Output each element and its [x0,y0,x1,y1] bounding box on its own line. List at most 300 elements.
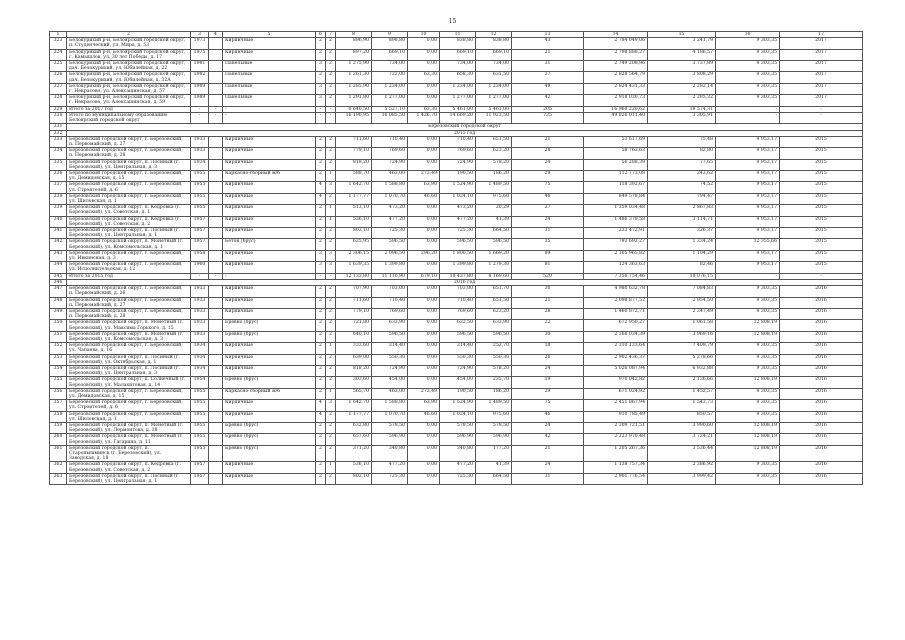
table-cell: Кирпичные [223,354,316,365]
table-cell: 1 275,90 [336,61,372,72]
table-cell: 12 808,19 [716,434,780,445]
table-cell: 1957 [191,228,209,239]
table-cell: 1 291,80 [336,95,372,106]
address-cell: Березовский городской округ, п. Монетный (г. Березовский), ул. Комсомольская, д. 1 [67,239,191,250]
table-cell: 0,00 [408,343,440,354]
table-cell: 177,20 [476,445,512,462]
table-cell: 1957 [191,216,209,227]
table-cell: 1 486 379,58 [584,216,648,227]
table-cell: - [316,273,326,279]
table-cell: 1934 [191,354,209,365]
address-cell: Березовский городской округ, г. Березовский, п. Первомайский, д. 28 [67,308,191,319]
table-cell: 596,90 [372,434,408,445]
table-cell: - [716,273,780,279]
column-number: 12 [476,32,512,38]
column-number: 1 [50,32,67,38]
table-row [50,388,863,399]
table-cell: 596,90 [440,434,476,445]
table-row [50,216,863,227]
table-cell: 63,90 [408,400,440,411]
table-cell: 707,90 [336,286,372,297]
table-cell: 596,50 [476,331,512,342]
table-cell: Кирпичные [223,159,316,170]
table-cell: 2 [326,473,336,484]
table-cell [209,216,223,227]
row-number: 358 [50,411,67,422]
table-cell: 2016 [780,411,863,422]
table-cell: 2 [316,49,326,60]
table-cell: 2 [326,239,336,250]
table-cell: 596,50 [476,239,512,250]
table-cell: 1 277,00 [372,95,408,106]
table-cell: 333,60 [336,343,372,354]
row-number: 344 [50,262,67,273]
table-cell: 5 026 087,94 [584,365,648,376]
table-cell [209,320,223,331]
table-cell: 2016 [780,365,863,376]
table-cell: 1973 [191,38,209,49]
table-cell: 2 [326,72,336,83]
table-cell: 46,60 [408,193,440,204]
table-cell: 2016 [780,343,863,354]
table-cell: 596,50 [440,331,476,342]
table-cell: 596,50 [372,239,408,250]
table-cell: 9 303,35 [716,388,780,399]
table-cell: 2015 [780,205,863,216]
table-cell: 849 578,84 [584,193,648,204]
table-cell: 703,00 [372,286,408,297]
address-cell: Березовский городской округ, п. Старопышминск (г. Березовский), ул. Заводская, д. 18 [67,445,191,462]
table-cell: 1 426,70 [408,112,440,123]
table-cell: Кирпичные [223,228,316,239]
row-number: 361 [50,445,67,462]
table-cell: 623,20 [476,148,512,159]
table-cell: 1 452,57 [648,388,716,399]
table-cell: 0,00 [408,228,440,239]
table-cell: 2016 [780,331,863,342]
table-cell: 975,60 [476,411,512,422]
table-cell: 4 [316,411,326,422]
table-cell: 1 261,30 [336,72,372,83]
table-cell: 711,60 [336,297,372,308]
table-cell: 7 084,83 [648,286,716,297]
table-row [50,38,863,49]
table-cell: 1 588,80 [372,182,408,193]
row-number: 354 [50,365,67,376]
table-cell: 1933 [191,320,209,331]
table-cell: 632,80 [336,423,372,434]
row-number: 341 [50,228,67,239]
address-cell: Березовский городской округ, п. Монетный (г. Березовский), ул. Комсомольская, д. 3 [67,331,191,342]
table-cell: 20,29 [476,205,512,216]
table-cell: 536,10 [336,216,372,227]
address-cell: Березовский городской округ, п. Кедровка (г. Березовский), ул. Советская, д. 1 [67,205,191,216]
table-cell: 314,40 [372,343,408,354]
table-cell: 2 [326,228,336,239]
table-cell: 31 [512,228,584,239]
table-cell: 1 524,90 [440,400,476,411]
table-cell: Бревно (брус) [223,331,316,342]
table-cell: 2017 [780,72,863,83]
table-cell: 710,40 [372,136,408,147]
table-cell: 2015 [780,148,863,159]
table-cell: 1957 [191,239,209,250]
table-cell: 1955 [191,193,209,204]
row-number: 323 [50,38,67,49]
table-cell: 734,00 [476,61,512,72]
table-row [50,297,863,308]
table-cell: 14 669,20 [440,112,476,123]
table-cell: 0,00 [408,365,440,376]
table-cell: 9 953,17 [716,205,780,216]
table-cell: 1 104,29 [648,250,716,261]
table-cell: 2016 [780,308,863,319]
table-cell: 273,49 [408,388,440,399]
address-cell: Березовский городской округ, п. Монетный (г. Березовский), ул. Гагарина, д. 11 [67,434,191,445]
table-cell: Бревно (брус) [223,445,316,462]
section-heading: 2016 год [67,279,863,285]
table-cell: Каркасно-сборный м/б [223,388,316,399]
table-cell: 46,60 [408,411,440,422]
table-cell: 9 953,17 [716,216,780,227]
column-number: 5 [223,32,316,38]
table-cell: 29 [512,388,584,399]
table-cell: 623,20 [476,308,512,319]
table-cell: 722,00 [372,72,408,83]
table-cell [209,239,223,250]
table-cell: 0,00 [408,83,440,94]
table-cell: 802,10 [336,228,372,239]
table-row [50,49,863,60]
table-cell: 21 [512,136,584,147]
table-cell: 1 489,50 [476,182,512,193]
table-row [50,354,863,365]
row-number: 357 [50,400,67,411]
table-cell: 734,00 [440,61,476,72]
table-cell: 2017 [780,38,863,49]
table-cell: 296,20 [408,250,440,261]
table-cell: 0,00 [408,354,440,365]
table-cell: 49 [512,83,584,94]
table-cell: 31 [512,61,584,72]
table-cell: 2 [326,331,336,342]
table-cell: 725,30 [372,473,408,484]
table-cell: Кирпичные [223,411,316,422]
table-cell: 1933 [191,148,209,159]
column-number: 16 [716,32,780,38]
table-cell: 1982 [191,72,209,83]
table-row [50,308,863,319]
table-cell: - [223,106,316,112]
table-cell: 2 824 431,33 [584,83,648,94]
table-cell: 3 [326,250,336,261]
column-number: 8 [336,32,372,38]
table-cell: 16 960 220,62 [584,106,648,112]
row-number: 355 [50,377,67,388]
table-cell: 1 399,80 [372,262,408,273]
table-cell: 2015 [780,250,863,261]
table-cell: 2 749 208,96 [584,61,648,72]
table-cell: 1933 [191,136,209,147]
table-cell: 2 [316,297,326,308]
table-cell: 639,00 [336,354,372,365]
table-cell: 651,50 [476,297,512,308]
table-cell: 2 [326,136,336,147]
table-row [50,250,863,261]
table-cell: 46 [512,193,584,204]
table-cell: 896,90 [336,38,372,49]
table-cell: 1 [326,343,336,354]
table-cell: 4 [316,182,326,193]
table-cell: 2 [316,239,326,250]
table-cell: 2 902 436,37 [584,354,648,365]
table-cell: 658,30 [440,72,476,83]
table-cell: 22 [512,320,584,331]
address-cell: Итого за 2015 год [67,273,191,279]
address-cell: Березовский городской округ, п. Солнечный (г. Березовский), ул. Малахитовая, д. 14 [67,377,191,388]
table-cell: 2 828 564,79 [584,72,648,83]
table-row [50,193,863,204]
table-cell: 1989 [191,95,209,106]
table-cell: Панельные [223,72,316,83]
row-number: 334 [50,148,67,159]
table-cell: 1 277,00 [476,95,512,106]
row-number: 352 [50,343,67,354]
table-cell: 186,20 [476,388,512,399]
table-cell: Кирпичные [223,286,316,297]
table-cell: 818,20 [336,365,372,376]
table-cell [209,354,223,365]
table-cell: 77,65 [648,159,716,170]
address-cell: Итого по муниципальному образованию Белоярский городской округ [67,112,191,123]
row-number: 342 [50,239,67,250]
table-cell [209,445,223,462]
column-number: 10 [408,32,440,38]
table-cell: 0,00 [408,216,440,227]
table-cell: 2 [316,365,326,376]
table-cell [209,228,223,239]
table-cell: 2016 [780,297,863,308]
table-cell: 2 [326,445,336,462]
table-cell: 477,20 [440,216,476,227]
table-cell: 9 953,17 [716,148,780,159]
row-number: 346 [50,279,67,285]
row-number: 350 [50,320,67,331]
table-cell: 0,00 [408,159,440,170]
table-cell: - [316,106,326,112]
table-cell: 41,39 [476,216,512,227]
row-number: 330 [50,112,67,123]
table-cell: 735 [512,112,584,123]
table-cell: 0,00 [408,434,440,445]
table-cell: Кирпичные [223,49,316,60]
table-cell: 340,80 [440,445,476,462]
table-cell: 802,10 [336,473,372,484]
table-cell: 3 [326,262,336,273]
table-cell: 3 [316,83,326,94]
table-row [50,434,863,445]
table-cell: 9 303,35 [716,49,780,60]
table-cell: - [316,112,326,123]
table-cell: 2 [326,83,336,94]
table-cell: - [780,273,863,279]
table-cell: 9 303,35 [716,38,780,49]
table-row [50,411,863,422]
table-cell: 3 305,91 [648,112,716,123]
table-cell: 4 186,57 [648,49,716,60]
table-cell: 63,30 [408,106,440,112]
table-cell: 2015 [780,136,863,147]
table-cell: 910 785,49 [584,411,648,422]
table-cell: 1955 [191,170,209,181]
table-cell: 633,90 [476,320,512,331]
table-cell: 1934 [191,365,209,376]
table-cell: 2 282,14 [648,83,716,94]
table-cell: 9 303,35 [716,308,780,319]
table-cell: 703,00 [440,286,476,297]
table-cell: 640,10 [336,331,372,342]
table-cell: 41,39 [476,462,512,473]
table-cell: - [326,273,336,279]
table-cell: 28 [512,148,584,159]
table-cell: 724,90 [440,365,476,376]
column-number: 4 [209,32,223,38]
table-cell: 463,00 [372,388,408,399]
table-cell: 672 950,27 [584,320,648,331]
table-cell: 75,48 [648,136,716,147]
table-cell: 8 169,60 [476,273,512,279]
table-cell: 2016 [780,388,863,399]
table-cell: 2 [326,411,336,422]
table-cell: 970 042,82 [584,377,648,388]
table-cell: Панельные [223,95,316,106]
table-cell: 11 116,90 [372,273,408,279]
table-cell: 3 [316,61,326,72]
table-cell: 477,20 [372,462,408,473]
address-cell: Березовский городской округ, п. Монетный (г. Березовский), ул. Максима Горького, д. 15 [67,320,191,331]
table-cell: 2 [326,286,336,297]
table-cell: 314,40 [440,343,476,354]
table-cell: 1955 [191,400,209,411]
row-number: 333 [50,136,67,147]
table-cell: 1 234,00 [440,83,476,94]
table-cell: 0,00 [408,473,440,484]
table-cell: 2 [326,148,336,159]
table-cell: 724,90 [372,159,408,170]
table-cell: 9 303,35 [716,83,780,94]
row-number: 328 [50,95,67,106]
table-cell: 53 617,69 [584,136,648,147]
address-cell: Белокурихий р-н, Белоярский городской округ, г. Некрасово, ул. Алексашинская, д. 57 [67,83,191,94]
row-number: 332 [50,130,67,136]
address-cell: Белокурихий р-н, Белоярский городской округ, дач. Белокурихий, ул. Юбилейная, д. 32А [67,72,191,83]
column-number: 14 [584,32,648,38]
table-cell: 1 489,50 [476,400,512,411]
table-cell: 9 953,17 [716,262,780,273]
column-number: 6 [316,32,326,38]
table-cell: 578,50 [372,423,408,434]
table-cell: 779,10 [336,148,372,159]
table-cell [209,250,223,261]
table-cell: 454,00 [372,377,408,388]
address-cell: Березовский городской округ, г. Березовский, ул. Исполнительская, д. 12 [67,262,191,273]
table-cell: 898,80 [372,38,408,49]
table-cell: 633,90 [372,320,408,331]
table-cell: 2 [326,365,336,376]
table-cell: 550,30 [476,354,512,365]
table-cell: 2015 [780,182,863,193]
table-cell [209,170,223,181]
table-cell: 1957 [191,462,209,473]
table-cell: 2 309 721,51 [584,423,648,434]
table-cell: 63,30 [408,72,440,83]
table-cell: 975,60 [476,193,512,204]
row-number: 345 [50,273,67,279]
table-cell: 3 999,42 [648,473,716,484]
table-cell: 75 [512,400,584,411]
row-number: 359 [50,423,67,434]
table-cell: 4 [316,400,326,411]
table-cell: 818,20 [336,159,372,170]
table-cell: 664,50 [476,228,512,239]
table-cell: Кирпичные [223,193,316,204]
table-cell: 2 [316,462,326,473]
table-cell: 721,80 [336,320,372,331]
table-cell [209,286,223,297]
table-cell: Панельные [223,61,316,72]
table-cell: 28 [512,308,584,319]
table-cell: 2 [316,228,326,239]
table-cell: 473,20 [440,205,476,216]
table-cell: 5 278,66 [648,354,716,365]
table-cell: 9 303,35 [716,354,780,365]
address-cell: Березовский городской округ, г. Березовский, ул. Ивкинская, д. 3 [67,250,191,261]
row-number: 324 [50,49,67,60]
address-cell: Березовский городской округ, п. Лосиный (г. Березовский), ул. Центральная, д. 3 [67,365,191,376]
table-cell: 326,37 [648,228,716,239]
table-cell: 43 [512,38,584,49]
table-cell [209,377,223,388]
table-cell: 669,10 [476,49,512,60]
table-cell: 669,10 [440,49,476,60]
table-cell: 190,50 [440,388,476,399]
address-cell: Березовский городской округ, г. Березовский, п. Первомайский, д. 27 [67,136,191,147]
table-cell: 2 [326,320,336,331]
table-row [50,473,863,484]
table-cell: 1933 [191,331,209,342]
table-cell: 49 826 011,40 [584,112,648,123]
table-cell: 2015 [780,216,863,227]
table-cell: 30 [512,331,584,342]
row-number: 353 [50,354,67,365]
table-cell [209,49,223,60]
row-number: 336 [50,170,67,181]
table-cell: 671 024,92 [584,388,648,399]
table-cell: Бревно (брус) [223,377,316,388]
table-cell: 58 763,63 [584,148,648,159]
table-cell: 2 [316,331,326,342]
table-cell: 3 [326,400,336,411]
table-cell: 31 [512,473,584,484]
table-cell: 0,00 [408,331,440,342]
table-cell [209,193,223,204]
page-number: 15 [448,18,457,25]
table-cell: Кирпичные [223,462,316,473]
table-cell: 1 642,70 [336,182,372,193]
table-cell: 19 [512,377,584,388]
table-row [50,72,863,83]
table-cell: 0,00 [408,239,440,250]
